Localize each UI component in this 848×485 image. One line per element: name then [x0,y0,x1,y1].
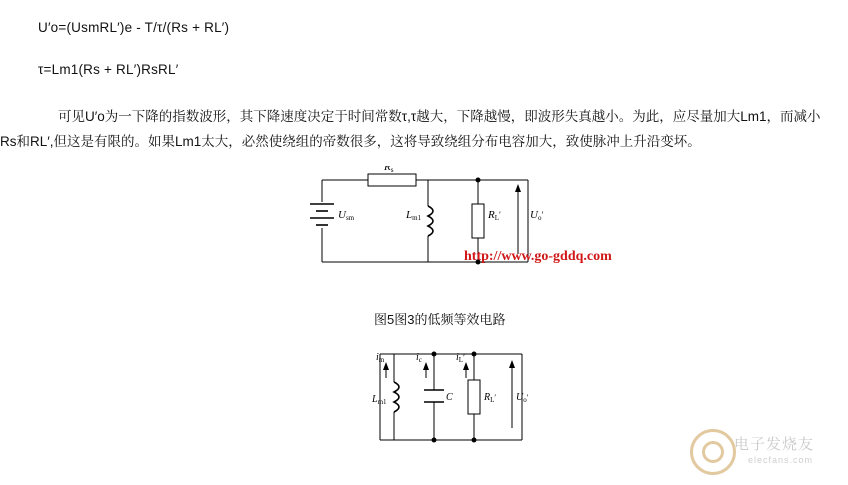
label-uo: Uo′ [530,209,544,222]
paragraph-line-1: 可见U′o为一下降的指数波形，其下降速度决定于时间常数τ,τ越大，下降越慢，即波形失真越小。为此，应尽量加大Lm1，而减小 [58,109,821,124]
label-lm1: Lm1 [406,209,422,222]
circuit-diagram-second [372,344,532,452]
formula-tau: τ=Lm1(Rs + RL′)RsRL′ [38,62,179,77]
label-im: $i_m$ [376,352,385,364]
watermark-url: http://www.go-gddq.com [464,249,612,264]
label-rs: Rs [384,166,394,174]
label-lm1-2: $L_{m1}$ [372,394,387,406]
paragraph-line-2: Rs和RL′,但这是有限的。如果Lm1太大，必然使绕组的帝数很多，这将导致绕组分布电容加大，致使脉冲上升沿变坏。 [0,134,701,149]
label-rl: RL′ [488,209,501,222]
label-usm: Usm [338,209,355,222]
watermark-logo-icon [690,429,736,475]
label-uo-2: $U_o'$ [516,392,529,404]
circuit-diagram-low-frequency-equivalent [306,166,612,278]
site-watermark [688,425,838,477]
watermark-site-name: 电子发烧友 [734,436,815,453]
label-c: C [446,392,453,403]
formula-uo: U′o=(UsmRL′)e - T/τ/(Rs + RL′) [38,20,230,35]
label-ic: $i_c$ [416,352,422,364]
label-rl-2: $R_L'$ [484,392,497,404]
label-il: $i_L'$ [456,352,465,364]
watermark-site-domain: elecfans.com [748,455,814,465]
figure-caption: 图5图3的低频等效电路 [374,312,506,327]
